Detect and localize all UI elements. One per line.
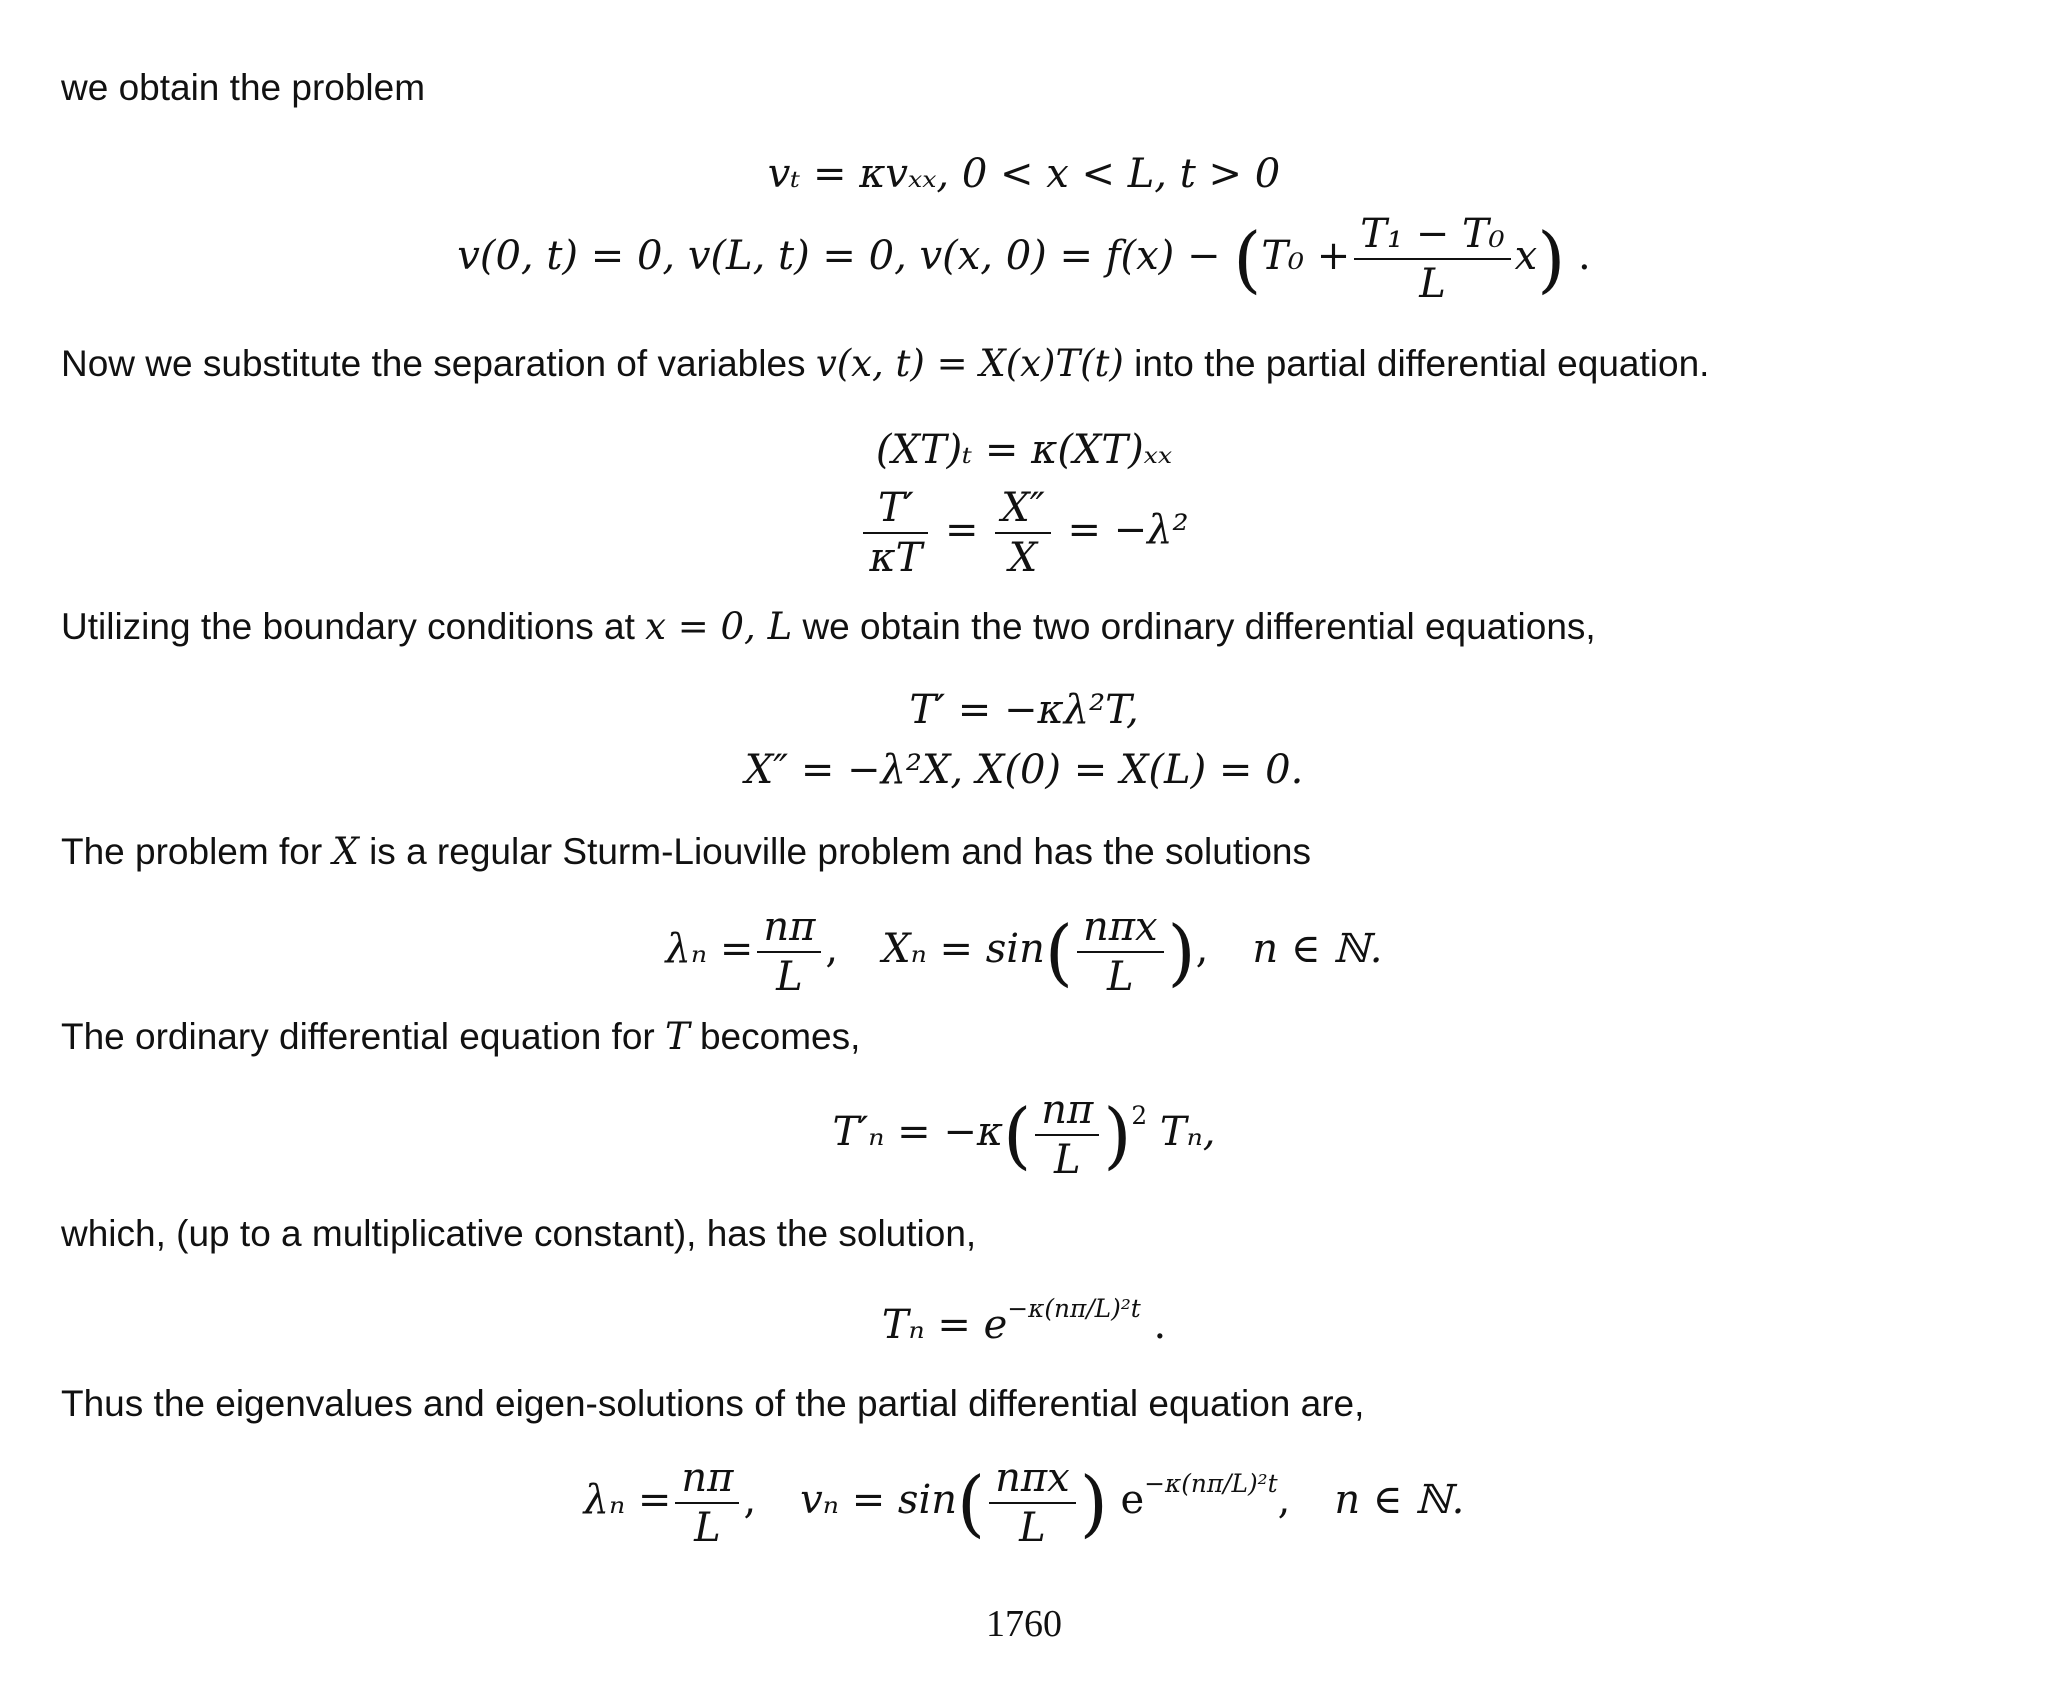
right-paren-icon: ) [1167,909,1196,994]
left-paren-icon: ( [1044,909,1073,994]
left-paren-icon: ( [1233,216,1262,301]
paragraph-boundary-post: we obtain the two ordinary differential equations, [802,606,1596,647]
paragraph-separation [61,342,1709,386]
fraction-denominator: X [1008,535,1038,581]
eigen-lambda-lhs: λₙ = [665,926,754,972]
right-paren-icon: ) [1103,1092,1132,1177]
equation-boundary-fraction [1354,212,1510,306]
equation-eigen-solutions: λₙ = $\frac{n\pi}{L}$ , vₙ = sin( $\frac{\text{nπx}}{L}$ ) $e^{-\kappa(n\pi/L)^2t}$, n ∈ ℕ. [583,1455,1465,1551]
fraction-denominator: κT [869,535,923,581]
equation-tn-solution: $T_n = e^{-\kappa(n\pi/L)^2t}$ . [881,1294,1167,1349]
fraction-numerator: nπx [989,1456,1076,1504]
paragraph-sturm-liouville [61,830,1311,874]
paragraph-sl-pre: The problem for [61,831,323,872]
fraction-numerator: X″ [995,486,1050,534]
left-paren-icon: ( [1003,1092,1032,1177]
eigen-lambda-fraction [757,905,821,999]
inline-math-t: T [665,1015,690,1058]
eigen-sol-lhs: λₙ = [583,1477,672,1523]
equation-boundary-lhs: v(0, t) = 0, v(L, t) = 0, v(x, 0) = f(x) − [457,233,1234,279]
paragraph-eigen-solutions: Thus the eigenvalues and eigen-solutions of the partial differential equation are, [61,1383,1365,1424]
fraction-denominator: L [1019,1505,1046,1551]
left-paren-icon: ( [957,1460,986,1545]
inline-math-boundary: x = 0, L [645,605,793,648]
fraction-numerator: nπ [675,1456,739,1504]
tn-solution-lhs: Tₙ = e [881,1302,1008,1349]
page-number: 1760 [986,1603,1062,1645]
equation-eigen-x: λₙ = $\frac{n\pi}{L}$ , Xₙ = sin( $\frac{\text{nπx}}{L}$ ), n ∈ ℕ. [665,904,1383,1000]
eigen-x-tail: n ∈ ℕ. [1252,926,1383,972]
ode-tn-lhs: T′ₙ = −κ [832,1109,1004,1155]
equation-heat-pde: vₜ = κvₓₓ, 0 < x < L, t > 0 [767,151,1281,197]
ode-tn-fraction [1035,1088,1099,1182]
eigen-sol-sine-fraction [989,1456,1076,1550]
eigen-sol-exponent: −κ(nπ/L)²t [1144,1468,1278,1498]
fraction-denominator: L [694,1505,721,1551]
tn-solution-exponent: −κ(nπ/L)²t [1007,1294,1141,1323]
fraction-numerator: T₁ − T₀ [1354,212,1510,260]
eigen-sine-fraction [1077,905,1164,999]
right-paren-icon: ) [1079,1460,1108,1545]
fraction-numerator: nπ [757,905,821,953]
paragraph-ode-t-pre: The ordinary differential equation for [61,1016,655,1057]
inline-math-separation: v(x, t) = X(x)T(t) [815,342,1124,385]
eigen-sol-tail: n ∈ ℕ. [1334,1477,1465,1523]
paragraph-boundary-pre: Utilizing the boundary conditions at [61,606,635,647]
paragraph-intro: we obtain the problem [61,67,426,108]
equation-ode-tn: T′ₙ = −κ( $\frac{n\pi}{L}$ )$^2$ Tₙ, [832,1087,1216,1183]
ode-tn-tail: Tₙ, [1159,1109,1216,1155]
separated-fraction-x [995,486,1050,580]
paragraph-ode-t [61,1015,860,1059]
eigen-sol-exp-base: e [1120,1477,1145,1523]
separated-rhs: = −λ² [1067,507,1189,553]
fraction-numerator: nπ [1035,1088,1099,1136]
eigen-sol-mid: vₙ = sin [800,1477,958,1523]
paragraph-boundary [61,605,1596,649]
equation-ode-t: T′ = −κλ²T, [909,687,1139,733]
equation-substitution: (XT)ₜ = κ(XT)ₓₓ [875,427,1173,473]
equation-boundary-conditions: v(0, t) = 0, v(L, t) = 0, v(x, 0) = f(x) − (T₀ + $\frac{\text{T₁ − T₀}}{L}$ x) . [457,211,1591,307]
equation-ode-x: X″ = −λ²X, X(0) = X(L) = 0. [744,747,1304,793]
eigen-x-mid: Xₙ = sin [882,926,1045,972]
fraction-denominator: L [1419,261,1446,307]
equation-separated: $\frac{T'}{\kappa T}$ = $\frac{X''}{X}$ = −λ² [0,486,2048,580]
fraction-numerator: T′ [863,486,928,534]
equation-boundary-t0: T₀ + [1261,233,1351,279]
paragraph-separation-post: into the partial differential equation. [1134,343,1710,384]
fraction-denominator: L [776,954,803,1000]
right-paren-icon: ) [1537,216,1566,301]
equation-boundary-x: x [1514,233,1538,279]
eigen-sol-fraction [675,1456,739,1550]
paragraph-ode-t-post: becomes, [699,1016,861,1057]
fraction-denominator: L [1106,954,1134,1000]
fraction-denominator: L [1054,1137,1081,1183]
paragraph-solution: which, (up to a multiplicative constant), has the solution, [61,1213,977,1254]
separated-fraction-t [863,486,928,580]
paragraph-separation-pre: Now we substitute the separation of variables [61,343,806,384]
paragraph-sl-post: is a regular Sturm-Liouville problem and has the solutions [369,831,1312,872]
inline-math-x: X [332,830,359,873]
fraction-numerator: nπx [1077,905,1164,953]
